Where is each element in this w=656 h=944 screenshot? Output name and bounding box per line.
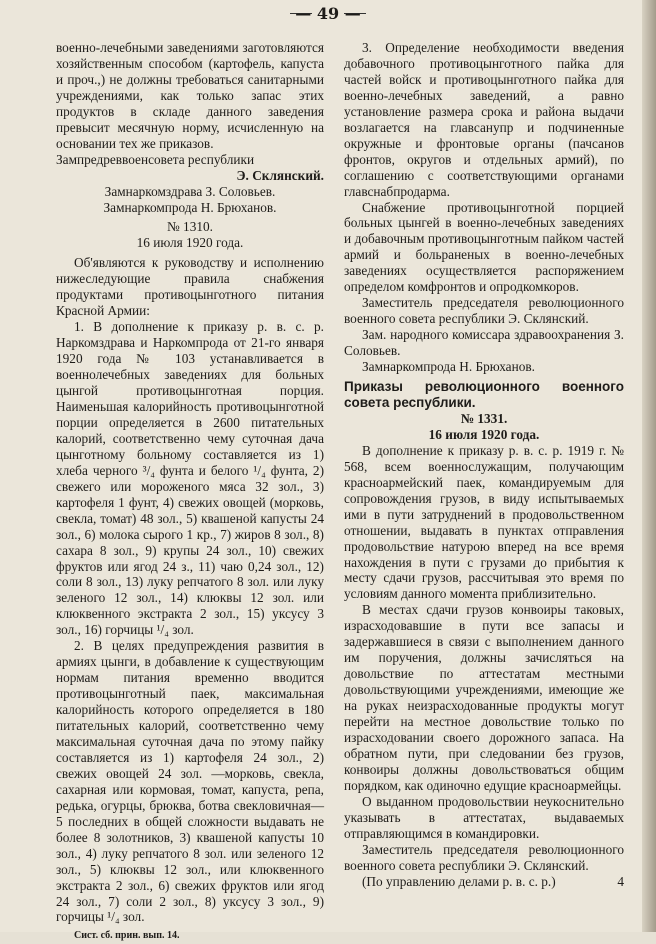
left-column <box>56 40 324 944</box>
signature-title: Зампредреввоенсовета республики <box>56 151 255 167</box>
order-1331-paragraph-3: О выданном продовольствии неукоснительно указывать в аттестатах, выдаваемых отправляющимся в командировки. <box>344 793 624 841</box>
page-number: — 49 — <box>295 4 361 23</box>
order-date: 16 июля 1920 года. <box>136 235 244 251</box>
order-date-right: 16 июля 1920 года. <box>428 426 540 442</box>
order-number-1310: № 1310. <box>167 219 213 235</box>
page-footer-note: Сист. сб. прин. вып. 14. <box>74 930 180 942</box>
right-column <box>344 40 624 890</box>
supply-paragraph: Снабжение противоцынготной порцией больных цынгей в военно-лечебных заведениях и добавочным противоцынготным пайком частей армий и больраненых в военно-лечебных заведениях осуществляется распоряжением определом комфронтов и опродкомкоров. <box>344 199 624 295</box>
order-number-1331: № 1331. <box>460 410 508 426</box>
signature-name-sklyansky: Э. Склянский. <box>236 167 324 183</box>
signature-deputy-chairman: Заместитель председателя революционного военного совета республики Э. Склянский. <box>344 295 624 327</box>
order-point-3: 3. Определение необходимости введения добавочного противоцынготного пайка для частей войск и противоцынготного пайка для военно-лечебных заведений, а равно установление размера срока и района выдачи возлагается на главсанупр и подчиненные окружные и фронтовые органы (пачсанов фронтов, округов и отдельных армий), по соглашению с соответствующими органами главснабпродарма. <box>344 40 624 199</box>
order-preamble: Об'являются к руководству и исполнению нижеследующие правила снабжения продуктами противоцынготного питания Красной Армии: <box>56 255 324 319</box>
order-point-2: 2. В целях предупреждения развития в армиях цынги, в добавление к существующим нормам питания временно вводится противоцынготный паек, максимальная калорийность которого определяется в 180 питательных калорий, соответственно чему максимальная суточная дача по этому пайку составляется из 1) картофеля 24 зол., 2) свежих овощей 24 зол. —морковь, свекла, сахарная или кормовая, томат, капуста, репа, редька, огурцы, брюква, ботва свекловичная—5 последних в общей сложности выдавать не более 8 золотников, 3) квашеной капусты 10 зол., 4) луку репчатого 8 зол. или зеленого 12 зол., 5) клюквы 12 зол., или клюквенного экстракта 2 зол., 6) свежих фруктов или ягод 24 зол., 7) соли 2 зол., 8) уксусу 3 зол., 9) горчицы ¹/₄ зол. <box>56 638 324 925</box>
signature-bryukhanov-right: Замнаркомпрода Н. Брюханов. <box>362 359 535 375</box>
signature-bryukhanov: Замнаркомпрода Н. Брюханов. <box>103 199 277 215</box>
management-note: (По управлению делами р. в. с. р.) <box>362 873 556 889</box>
order-1331-paragraph-2: В местах сдачи грузов конвоиры таковых, израсходовавшие в пути все запасы и задержавшиеся в связи с выполнением данного им поручения, должны зачисляться на довольствие по аттестатам местными довольствующими учреждениями, имеющие же на руках неизрасходованные продукты могут перейти на местное довольствие только по израсходовании своего дорожного запаса. На обратном пути, при следовании без грузов, конвоиры должны довольствоваться общим порядком, как одиночно едущие красноармейцы. <box>344 602 624 793</box>
signature-deputy-commissar: Зам. народного комиссара здравоохранения З. Соловьев. <box>344 327 624 359</box>
intro-paragraph: военно-лечебными заведениями заготовляются хозяйственным способом (картофель, капуста и проч.,) не должны требоваться санитарными учреждениями, как только запас этих продуктов в складе данного заведения превысит месячную норму, исчисленную на основании тех же приказов. <box>56 40 324 151</box>
page-edge <box>642 0 656 932</box>
section-heading: Приказы революционного военного совета республики. <box>344 379 624 410</box>
sheet-number: 4 <box>617 873 624 889</box>
signature-solovyev: Замнаркомздрава З. Соловьев. <box>104 183 276 199</box>
order-1331-signature: Заместитель председателя революционного военного совета республики Э. Склянский. <box>344 841 624 873</box>
order-1331-paragraph-1: В дополнение к приказу р. в. с. р. 1919 г. № 568, всем военнослужащим, получающим красноармейский паек, командируемым для сопровождения грузов, в виду испытываемых ими в пути затруднений в продовольственном отношении, выдавать в пунктах отправления продовольствие натурою вперед на все время нахождения в пути с грузами до прибытия к месту сдачи грузов, рассчитывая это время по условиям данного момента приблизительно. <box>344 442 624 602</box>
order-point-1: 1. В дополнение к приказу р. в. с. р. Наркомздрава и Наркомпрода от 21-го января 1920 года № 103 устанавливается в военнолечебных заведениях для больных цынгой противоцынготная порция. Наименьшая калорийность противоцынготной порции определяется в 2600 питательных калорий, соответственно чему суточная дача цынготному больному составляется из 1) хлеба черного ³/₄ фунта и белого ¹/₄ фунта, 2) свежего или мороженого мяса 32 зол., 3) картофеля 1 фунт, 4) свежих овощей (морковь, свекла, томат) 48 зол., 5) квашеной капусты 24 зол., 6) молока сырого 1 кр., 7) жиров 8 зол., 8) сахара 8 зол., 9) крупы 24 зол., 10) свежих фруктов или ягод 24 з., 11) чаю 0,24 зол., 12) соли 8 зол., 13) луку репчатого 8 зол. или луку зеленого 12 зол., 14) клюквы 12 зол. или клюквенного экстракта 2 зол., 15) уксусу 3 зол., 16) горчицы ¹/₄ зол. <box>56 319 324 638</box>
